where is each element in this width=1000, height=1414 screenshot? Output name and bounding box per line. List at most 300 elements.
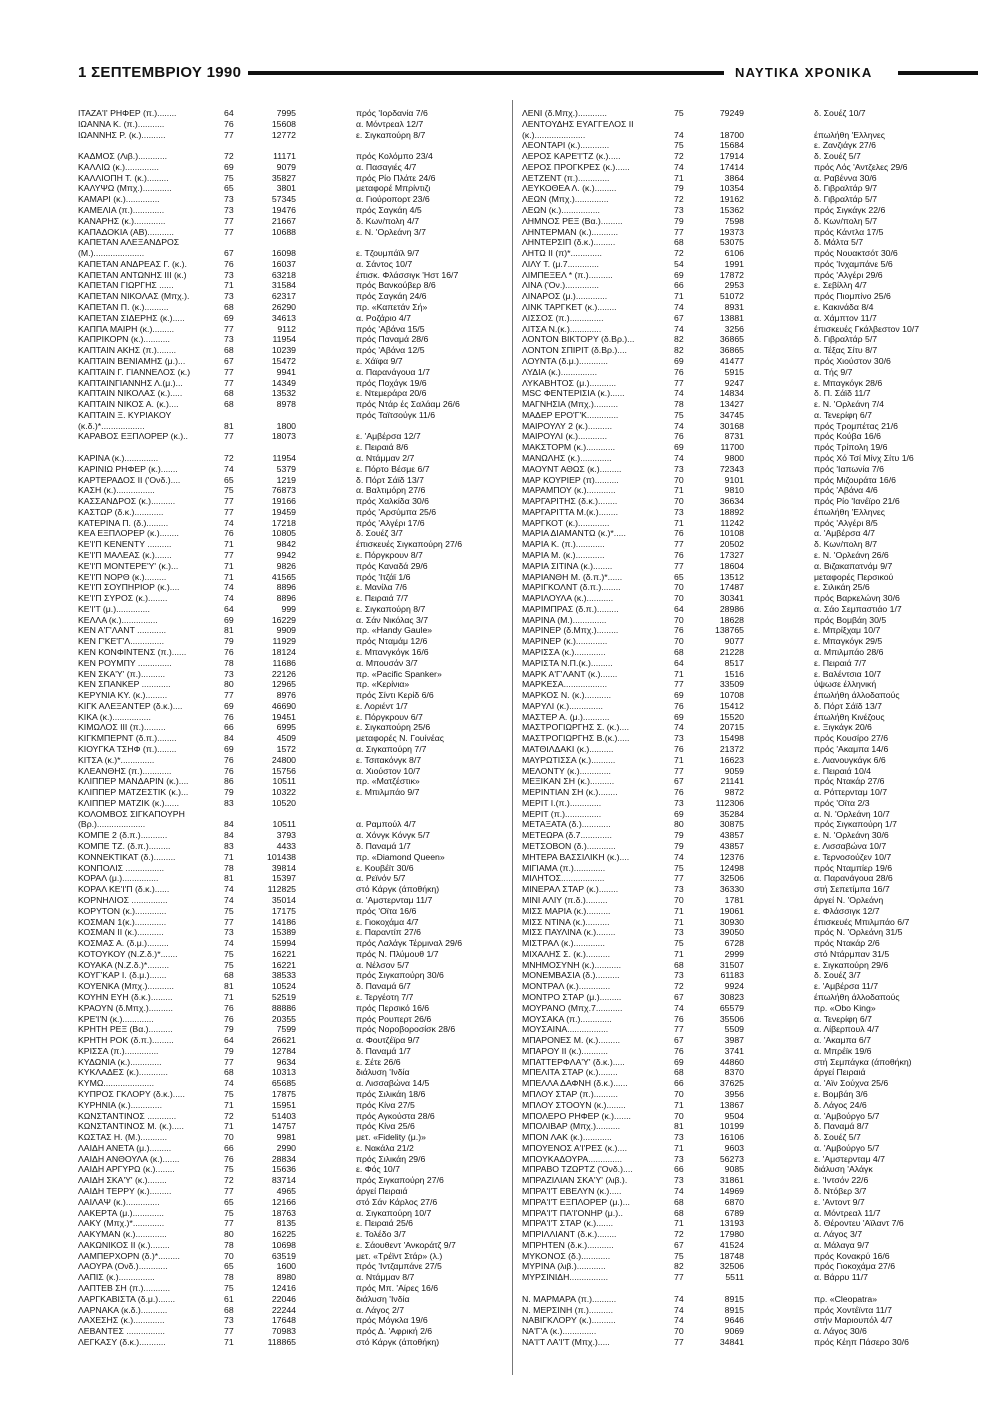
ship-position: πρός Νουακτσότ 30/6 [814,248,898,259]
ship-built-year: 72 [224,1175,234,1186]
ship-built-year: 76 [674,1045,684,1056]
ship-built-year: 77 [674,1024,684,1035]
ship-name: ΜΑΡΙΓΚΟΛΝΤ (δ.π.)........ [522,582,621,593]
ship-row [78,766,508,777]
ship-position: έπισκευές Σιγκαπούρη 27/6 [356,539,463,550]
ship-row [522,917,982,928]
ship-position: ε. Τεργέοτη 7/7 [356,991,414,1002]
ship-tonnage: 17872 [719,269,744,280]
ship-position: πρός Νοροβοροσίσκ 28/6 [356,1024,456,1035]
ship-name: ΛΑΚΩΝΙΚΟΣ ΙΙ (κ.)........ [78,1239,170,1250]
ship-position: πρός 'Οϊτα 2/3 [814,797,870,808]
ship-name: ΚΑΣΤΩΡ (δ.κ.)............ [78,506,164,517]
ship-row [522,388,982,399]
ship-built-year: 67 [674,776,684,787]
ship-position: ε. Λισσαβώνα 10/7 [814,841,887,852]
ship-tonnage: 10511 [272,776,296,787]
ship-position: δ. Πόρτ Σάϊδ 13/7 [356,474,424,485]
ship-built-year: 68 [224,399,234,410]
ship-tonnage: 138765 [715,625,744,636]
ship-tonnage: 76873 [271,485,296,496]
ship-built-year: 76 [224,711,234,722]
ship-built-year: 77 [224,366,234,377]
ship-name: ΝΑΒΙΓΚΛΟΡΥ (κ.).......... [522,1315,616,1326]
ship-row [522,1326,982,1337]
ship-name: ΛΑΚΥΜΑΝ (κ.)............. [78,1229,167,1240]
ship-position: ε. Φός 10/7 [356,1164,400,1175]
ship-name: ΛΥΔΙΑ (κ.)............... [522,366,597,377]
ship-built-year: 74 [224,1078,234,1089]
ship-tonnage: 9085 [724,1164,744,1175]
ship-name: ΜΑΡΙΝΕΡ (δ.Μπχ.)......... [522,625,619,636]
ship-tonnage: 13867 [719,1099,744,1110]
ship-built-year: 64 [674,657,684,668]
ship-name: ΛΑΙΛΑΨ (κ.).............. [78,1196,160,1207]
ship-built-year: 80 [224,1229,234,1240]
ship-row [522,1229,982,1240]
ship-row [522,712,982,723]
ship-position: πρός 'Ινχαμπάνε 5/6 [814,258,893,269]
ship-name: ΜΑΡΙΣΣΑ (κ.)............. [522,647,606,657]
ship-row [78,755,508,766]
ship-position: δ. Πόρτ Σάϊδ 13/7 [814,700,882,711]
ship-built-year: 70 [674,1110,684,1121]
ship-tonnage: 22126 [271,668,296,679]
ship-name: ΝΑ'Γ'Α (κ.).............. [522,1326,597,1337]
ship-row [522,884,982,895]
ship-row [522,528,982,539]
ship-name: ΛΙΛΥ Τ. (μ.7............. [522,258,599,269]
ship-row [522,1240,982,1251]
ship-position: δ. Γιβραλτάρ 5/7 [814,194,878,205]
ship-row [78,1251,508,1262]
ship-name: ΚΡΗΤΗ ΡΕΞ (Βα.).......... [78,1024,173,1035]
ship-row [522,819,982,830]
ship-position: α. Τής 9/7 [814,366,853,377]
ship-row [522,1078,982,1089]
ship-name: (Μ.)..................... [78,248,145,259]
ship-name: ΜΑΤΘΙΛΔΑΚΙ (κ.).......... [522,744,614,755]
ship-position: πρός Νταμπίερ 19/6 [814,862,893,873]
ship-name: ΜΑΙΡΟΥΛΙ (κ.)............ [522,431,608,442]
ship-name: ΚΑΝΑΡΗΣ (κ.)............. [78,215,166,226]
ship-position: πρός 'Ιαπωνία 7/6 [814,463,884,474]
ship-tonnage: 15756 [271,765,296,776]
ship-position: έπωλήθη άλλοδαπούς [814,991,900,1002]
ship-row [522,1089,982,1100]
ship-name: ΚΟΡΥΤΟΝ (κ.)............. [78,905,167,916]
ship-tonnage: 13427 [719,399,744,410]
ship-name: ΜΑΡΙΑ ΔΙΑΜΑΝΤΩ (κ.)*..... [522,528,626,539]
ship-row [522,593,982,604]
ship-built-year: 74 [674,323,684,334]
ship-row [522,280,982,291]
ship-position: πρός Σιλικάη 29/6 [356,1153,426,1164]
ship-name: ΜΑΡΙΛΟΥΛΑ (κ.)........... [522,593,614,604]
ship-tonnage: 15412 [719,700,744,711]
ship-tonnage: 12416 [271,1283,296,1294]
ship-row [522,1132,982,1143]
ship-name: ΜΕΡΙΤ Ι.(π.)............. [522,797,602,808]
ship-name: ΛΟΥΝΤΑ (δ.μ.)............ [522,355,608,366]
ship-built-year: 69 [674,808,684,819]
ship-row [522,173,982,184]
ship-tonnage: 16229 [271,614,296,625]
ship-row [78,528,508,539]
ship-built-year: 69 [674,711,684,722]
ship-built-year: 76 [674,431,684,442]
ship-built-year: 64 [224,1035,234,1046]
ship-row [522,496,982,507]
ship-name: ΚΟΡΑΛ ΚΕ'Ι'Π (δ.κ.)...... [78,884,170,895]
ship-row [78,205,508,216]
ship-position: πρός Ντακάρ 2/6 [814,938,880,949]
ship-tonnage: 19476 [271,205,296,216]
ship-position: πρός Ντακάρ 27/6 [814,776,885,787]
ship-row [78,809,508,820]
ship-tonnage: 10199 [719,1121,744,1132]
ship-row [78,421,508,432]
ship-tonnage: 32506 [719,1261,744,1272]
ship-name: ΜΙΓΙΑΜΑ (π.)............. [522,862,606,873]
ship-name: ΚΑΠΕΤΑΝ ΝΙΚΟΛΑΣ (Μπχ.). [78,291,190,302]
ship-built-year: 74 [674,722,684,733]
ship-name: ΜΑΡΙΝΕΡ (κ.)............. [522,636,608,647]
ship-name: ΚΕΝ Α'Γ'ΛΑΝΤ ............ [78,625,167,636]
ship-tonnage: 16098 [271,248,296,259]
ship-built-year: 61 [224,1293,234,1304]
ship-name: ΚΟΝΠΟΛΙΣ ................ [78,862,165,873]
ship-position: πρός 'Ιντζαμπάνε 27/5 [356,1261,442,1272]
ship-built-year: 67 [224,355,234,366]
ship-name: ΛΑΠΙΣ (κ.)............... [78,1272,155,1283]
ship-name: ΜΑΡΚΟΣ Ν. (κ.)........... [522,690,612,701]
ship-name: ΚΟΡΑΛ (μ.)............... [78,873,159,884]
ship-position: ε. Πειραιά 7/7 [356,593,409,604]
ship-built-year: 65 [224,183,234,194]
ship-row [78,733,508,744]
ship-position: στό Κάργκ (άποθήκη) [356,1336,440,1347]
ship-position: ε. 'Ιντσόν 22/6 [814,1175,869,1186]
ship-built-year: 77 [674,679,684,690]
ship-tonnage: 39050 [719,927,744,938]
ship-built-year: 84 [224,830,234,841]
ship-row [78,378,508,389]
ship-position: α. Λισσαβώνα 14/5 [356,1078,430,1089]
ship-row [78,485,508,496]
ship-row [522,324,982,335]
ship-built-year: 72 [674,151,684,162]
ship-row [78,712,508,723]
ship-position: ε. Πόρτο Βέσμε 6/7 [356,463,430,474]
ship-row [78,1261,508,1272]
ship-tonnage: 41477 [719,355,744,366]
ship-row [78,518,508,529]
ship-tonnage: 63218 [271,269,296,280]
ship-position: ε. Ν. 'Ορλεάνη 30/6 [814,830,889,841]
ship-row [78,776,508,787]
ship-name: ΜΕΤΣΟΒΟΝ (δ.)............ [522,841,616,852]
ship-built-year: 73 [674,463,684,474]
ship-position: α. Πασαγιές 4/7 [356,161,417,172]
ship-row [78,798,508,809]
ship-position: ε. Σιγκαπούρη 8/7 [356,129,426,140]
ship-tonnage: 9872 [724,787,744,798]
ship-row [522,992,982,1003]
ship-built-year: 71 [224,851,234,862]
ship-name: ΜΑΡΚ Α'Γ'ΛΑΝΤ (κ.)....... [522,668,618,679]
ship-built-year: 68 [224,345,234,356]
ship-name: ΛΑΡΓΚΑΒΙΣΤΑ (δ.μ.)....... [78,1293,176,1304]
ship-row [522,906,982,917]
ship-tonnage: 34745 [719,409,744,420]
ship-built-year: 74 [674,1293,684,1304]
ship-built-year: 75 [224,485,234,496]
ship-position: πρ. «Diamond Queen» [356,851,445,862]
ship-row [522,960,982,971]
ship-built-year: 76 [224,754,234,765]
ship-position: α. Ροζάριο 4/7 [356,312,411,323]
ship-tonnage: 31507 [719,959,744,970]
ship-row [78,227,508,238]
ship-tonnage: 15362 [719,205,744,216]
ship-built-year: 65 [674,571,684,582]
ship-built-year: 75 [224,1164,234,1175]
ship-tonnage: 17218 [271,517,296,528]
ship-built-year: 74 [224,582,234,593]
ship-built-year: 75 [224,1207,234,1218]
ship-name: ΚΕΝ ΣΠΑΝΚΕΡ ............ [78,679,171,690]
ship-tonnage: 118865 [267,1336,296,1347]
ship-tonnage: 15608 [271,118,296,129]
ship-row [522,949,982,960]
ship-position: α. Ραβέννα 30/6 [814,172,877,183]
ship-built-year: 77 [674,226,684,237]
ship-tonnage: 9069 [724,1326,744,1337]
ship-row [522,334,982,345]
ship-name: ΜΙΣΣ ΝΤΙΝΑ (κ.).......... [522,916,610,927]
ship-name: ΚΑΠΤΑΙΝ Ξ. ΚΥΡΙΑΚΟΥ [78,409,172,420]
ship-built-year: 74 [674,1315,684,1326]
ship-row [78,367,508,378]
ship-row [522,679,982,690]
ship-built-year: 73 [674,884,684,895]
ship-tonnage: 16106 [719,1132,744,1143]
ship-name: ΚΥΡΗΝΙΑ (κ.)............. [78,1099,162,1110]
ship-built-year: 75 [674,140,684,151]
ship-name: ΚΕΡΥΝΙΑ ΚΥ. (κ.)......... [78,690,168,701]
ship-tonnage: 1781 [724,894,744,905]
ship-row [522,248,982,259]
ship-tonnage: 21228 [719,647,744,657]
ship-row [78,658,508,669]
ship-built-year: 74 [674,302,684,313]
ship-row [78,1175,508,1186]
ship-name: ΚΕΝ Γ'ΚΕ'Γ'Λ.............. [78,636,165,647]
ship-built-year: 70 [674,496,684,507]
ship-row [522,690,982,701]
ship-position: ε. Τζουμπάϊλ 9/7 [356,248,420,259]
ship-position: πρός 'Αβάνα 12/5 [356,345,425,356]
ship-position: ε. Σεβίλλη 4/7 [814,280,867,291]
ship-row [78,744,508,755]
ship-tonnage: 18700 [719,129,744,140]
ship-position: ε. Πόργκρουν 6/7 [356,711,423,722]
ship-row [522,216,982,227]
ship-position: πρός Σαγκάη 24/6 [356,291,427,302]
ship-built-year: 76 [674,366,684,377]
ship-built-year: 75 [224,1283,234,1294]
ship-row [522,1111,982,1122]
ship-name: ΛΕΒΑΝΤΕΣ ................ [78,1326,165,1337]
ship-tonnage: 19166 [271,496,296,507]
ship-position: ε. Τολέδο 3/7 [356,1229,406,1240]
ship-position: δ. Μάλτα 5/7 [814,237,864,248]
ship-built-year: 76 [224,647,234,657]
ship-name: ΚΕ'Ι'Π ΚΕΝΕΝΤΥ .......... [78,539,172,550]
ship-built-year: 77 [224,1326,234,1337]
ship-position: στή Σεμπάγκα (άποθήκη) [814,1056,912,1067]
ship-tonnage: 6870 [724,1196,744,1207]
ship-name: ΚΑΠΤΑΙΝΓΙΑΝΝΗΣ Λ.(μ.)... [78,377,183,388]
ship-tonnage: 88886 [271,1002,296,1013]
ship-position: πρός 'Ιορδανία 7/6 [356,108,428,118]
ship-name: ΛΗΜΝΟΣ ΡΕΞ (Βα.)......... [522,215,623,226]
ship-row [78,162,508,173]
ship-position: α. Σάντος 10/7 [356,258,413,269]
ship-name: ΛΑΧΕΣΗΣ (κ.)............. [78,1315,165,1326]
ship-row [78,1229,508,1240]
ship-name: ΜΑΡΚΕΣΑ.................. [522,679,608,690]
ship-tonnage: 112825 [267,884,296,895]
ship-name: ΜΙΝΙ ΑΛΙΥ (π.δ.)......... [522,894,608,905]
ship-position: ε. Κουβέϊτ 30/6 [356,862,414,873]
ship-built-year: 67 [674,312,684,323]
ship-position: ε. 'Αμβέρσα 11/7 [814,981,879,992]
ship-name: ΚΕ'Ι'Π ΜΟΝΤΕΡΕ'Υ' (κ.)... [78,560,179,571]
ship-built-year: 69 [224,744,234,755]
ship-row [78,841,508,852]
ship-position: α. Μπρέϊκ 19/6 [814,1045,872,1056]
ship-row [522,1283,982,1294]
ship-built-year: 75 [224,905,234,916]
ship-tonnage: 10524 [271,981,296,992]
ship-position: πρός Ποχάγκ 19/6 [356,377,427,388]
ship-name: ΚΥΠΡΟΣ ΓΚΛΟΡΥ (δ.κ.)..... [78,1088,185,1099]
ship-row [78,108,508,119]
ship-name: ΚΑΛΥΨΩ (Μπχ.)............ [78,183,172,194]
ship-tonnage: 7995 [276,108,296,118]
ship-row [78,1121,508,1132]
ship-position: πρός Κονακρύ 16/6 [814,1250,890,1261]
ship-name: (κ.)..................... [522,129,586,140]
ship-row [522,1035,982,1046]
ship-position: πρός Σαγκάη 4/5 [356,205,422,216]
ship-name: ΚΡΕ'Ι'Ν (κ.)............. [78,1013,154,1024]
ship-position: α. Σιγκαπούρη 7/7 [356,744,427,755]
ship-name: ΛΟΝΤΟΝ ΣΠΙΡΙΤ (δ.Βρ.).... [522,345,627,356]
ship-built-year: 67 [674,1035,684,1046]
ship-tonnage: 8915 [724,1304,744,1315]
ship-name: ΜΙΝΕΡΑΛ ΣΤΑΡ (κ.)........ [522,884,619,895]
ship-name: ΜΑΝΩΛΗΣ (κ.)............. [522,452,612,463]
ship-name: ΛΕΓΚΑΣΥ (δ.κ.)........... [78,1336,166,1347]
ship-position: πρός Πιομπίνο 25/6 [814,291,891,302]
ship-tonnage: 51403 [271,1110,296,1121]
ship-position: δ. Λάγος 24/6 [814,1099,867,1110]
ship-name: ΚΕ'Ι'Π ΣΥΡΟΣ (κ.)........ [78,593,168,604]
ship-row [522,431,982,442]
ship-tonnage: 12166 [271,1196,296,1207]
ship-position: ε. Γιοκοχάμα 4/7 [356,916,419,927]
ship-row [78,625,508,636]
ship-row [522,442,982,453]
ship-tonnage: 7598 [724,215,744,226]
ship-position: ε. Μπανγκόγκ 16/6 [356,647,429,657]
ship-tonnage: 21141 [720,776,744,787]
ship-built-year: 73 [224,334,234,345]
ship-built-year: 72 [224,452,234,463]
ship-position: πρ. «Handy Gaule» [356,625,433,636]
ship-position: ε. Σιγκαπούρη 29/6 [814,959,889,970]
ship-tonnage: 10708 [719,690,744,701]
ship-tonnage: 5379 [276,463,296,474]
ship-tonnage: 9826 [276,560,296,571]
ship-row [78,388,508,399]
ship-tonnage: 28986 [719,603,744,614]
ship-built-year: 77 [224,1186,234,1196]
ship-row [522,604,982,615]
ship-built-year: 82 [674,345,684,356]
ship-tonnage: 14757 [271,1121,296,1132]
ship-built-year: 76 [674,528,684,539]
ship-position: πρός Κουσίρο 27/6 [814,733,889,744]
ship-position: πρός 'Αλγέρι 17/6 [356,517,425,528]
ship-built-year: 74 [674,420,684,431]
ship-built-year: 76 [224,1153,234,1164]
ship-tonnage: 83714 [271,1175,296,1186]
ship-name: ΚΩΝΣΤΑΝΤΙΝΟΣ Μ. (κ.)..... [78,1121,184,1132]
ship-built-year: 68 [674,1207,684,1218]
ship-built-year: 70 [674,582,684,593]
ship-tonnage: 17327 [719,549,744,560]
ship-position: πρός Λός 'Αντζελες 29/6 [814,161,908,172]
ship-tonnage: 10698 [271,1239,296,1250]
ship-row [78,1143,508,1154]
ship-row [78,787,508,798]
ship-built-year: 64 [224,108,234,118]
ship-position: πρός Κίνα 25/6 [356,1121,415,1132]
ship-position: ε. Σέτε 26/6 [356,1056,401,1067]
ship-row [78,895,508,906]
ship-name: ΚΛΙΠΠΕΡ ΜΑΤΖΙΚ (κ.)...... [78,797,180,808]
ship-tonnage: 10322 [271,787,296,798]
ship-name: ΚΙΚΑ (κ.)................ [78,711,151,722]
ship-position: ε. Μπαγκόγκ 28/6 [814,377,883,388]
ship-row [78,917,508,928]
ship-position: α. Τέξας Σίτυ 8/7 [814,345,878,356]
ship-row [78,582,508,593]
ship-built-year: 77 [674,560,684,571]
ship-position: πρός 'Οϊτα 16/6 [356,905,417,916]
ship-built-year: 73 [674,970,684,981]
ship-built-year: 70 [674,474,684,485]
ship-row [522,1121,982,1132]
ship-row [522,841,982,852]
ship-tonnage: 18748 [719,1250,744,1261]
ship-row [78,1208,508,1219]
ship-row [78,1218,508,1229]
